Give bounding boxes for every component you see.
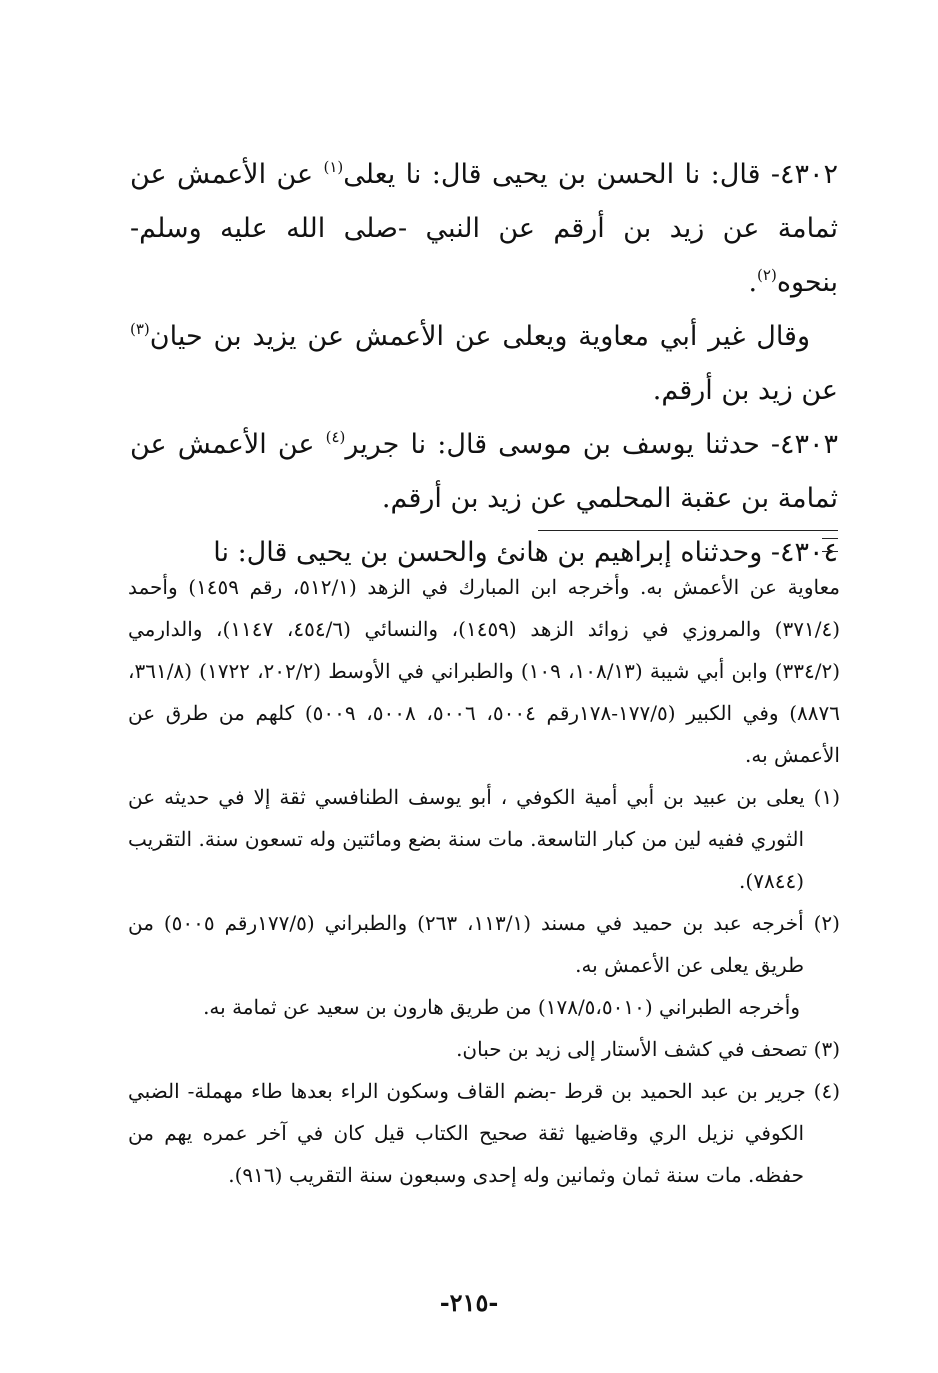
footnote-ref-4: (٤)	[325, 428, 346, 446]
footnote-continuation: معاوية عن الأعمش به. وأخرجه ابن المبارك في الزهد (٥١٢/١، رقم ١٤٥٩) وأحمد (٣٧١/٤) والمروزي في زوائد الزهد (١٤٥٩)، والنسائي (٤٥٤/٦، ١١٤٧)، والدارمي (٣٣٤/٢) وابن أبي شيبة (١٠٨/١٣، ١٠٩) والطبراني في الأوسط (٢٠٢/٢، ١٧٢٢) (٣٦١/٨، ٨٨٧٦) وفي الكبير (١٧٧/٥-١٧٨رقم ٥٠٠٤، ٥٠٠٦، ٥٠٠٨، ٥٠٠٩) كلهم من طرق عن الأعمش به.	[128, 575, 841, 767]
footnote-2: (٢) أخرجه عبد بن حميد في مسند (١١٣/١، ٢٦٣) والطبراني (١٧٧/٥رقم ٥٠٠٥) من طريق يعلى عن الأعمش به.	[128, 911, 840, 977]
hadith-number: ٤٣٠٤-	[762, 537, 838, 568]
hadith-4302	[130, 148, 838, 310]
hadith-text: عن الأعمش عن ثمامة عن زيد بن أرقم عن النبي -صلى الله عليه وسلم- بنحوه	[130, 159, 838, 298]
hadith-number: ٤٣٠٢-	[760, 159, 838, 190]
footnotes	[128, 566, 840, 1196]
footnote-3: (٣) تصحف في كشف الأستار إلى زيد بن حبان.	[456, 1037, 840, 1061]
hadith-text: وقال غير أبي معاوية ويعلى عن الأعمش عن يزيد بن حيان	[149, 321, 810, 352]
hadith-text: .	[748, 267, 758, 298]
main-text	[130, 148, 838, 580]
hadith-text: قال: نا الحسن بن يحيى قال: نا يعلى	[343, 159, 761, 190]
hadith-number: ٤٣٠٣-	[759, 429, 838, 460]
footnote-1: (١) يعلى بن عبيد بن أبي أمية الكوفي ، أبو يوسف الطنافسي ثقة إلا في حديثه عن الثوري ففيه لين من كبار التاسعة. مات سنة بضع ومائتين وله تسعون سنة. التقريب (٧٨٤٤).	[128, 785, 840, 893]
footnote-ref-1: (١)	[323, 158, 344, 176]
continuation-mark	[822, 538, 838, 552]
footnote-2-continued: وأخرجه الطبراني (١٧٨/٥،٥٠١٠) من طريق هارون بن سعيد عن ثمامة به.	[203, 995, 800, 1019]
footnote-ref-3: (٣)	[130, 320, 150, 338]
hadith-text: حدثنا يوسف بن موسى قال: نا جرير	[345, 429, 760, 460]
footnote-4: (٤) جرير بن عبد الحميد بن قرط -بضم القاف وسكون الراء بعدها طاء مهملة- الضبي الكوفي نزيل الري وقاضيها ثقة صحيح الكتاب قيل كان في آخر عمره يهم من حفظه. مات سنة ثمان وثمانين وله إحدى وسبعون سنة التقريب (٩١٦).	[128, 1079, 840, 1187]
footnote-divider	[538, 530, 838, 531]
footnote-ref-2: (٢)	[757, 266, 777, 284]
hadith-text: عن زيد بن أرقم.	[652, 375, 838, 406]
page-number: -٢١٥-	[439, 1288, 499, 1317]
hadith-text: وحدثناه إبراهيم بن هانئ والحسن بن يحيى قال: نا	[213, 537, 763, 568]
hadith-4303	[130, 418, 838, 526]
hadith-text: عن الأعمش عن ثمامة بن عقبة المحلمي عن زيد بن أرقم.	[130, 429, 838, 514]
hadith-4302-variant	[130, 310, 838, 418]
